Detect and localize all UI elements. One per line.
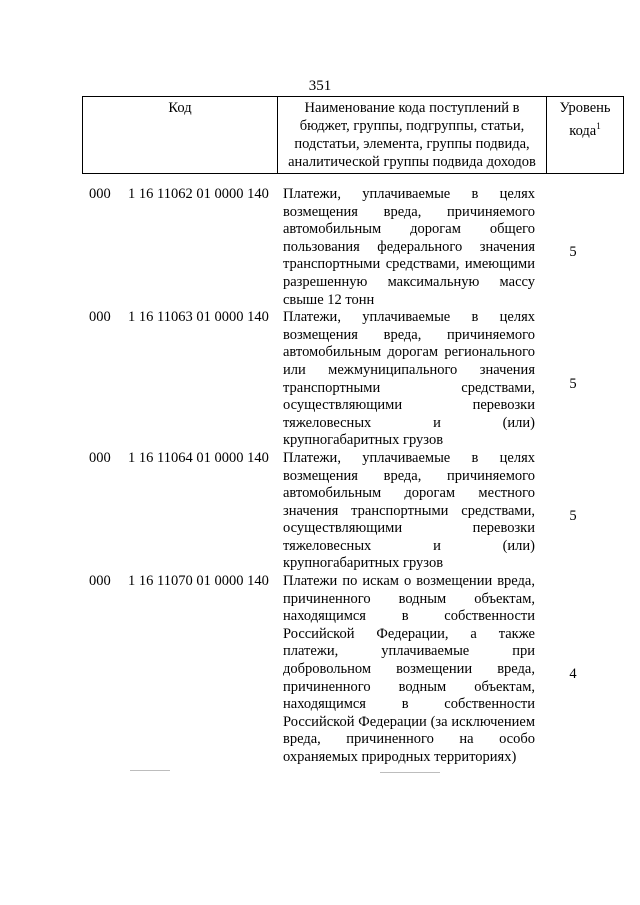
income-name-line: Платежи, уплачиваемые в целях — [283, 186, 535, 202]
income-name — [283, 186, 535, 309]
income-name — [283, 573, 535, 767]
income-name-line: находящимся в собственности — [283, 608, 535, 625]
income-name-line: тяжеловесных и (или) — [283, 537, 535, 554]
income-name-line: осуществляющими перевозки — [283, 397, 535, 414]
scan-artifact — [130, 770, 170, 771]
income-name-line: возмещения вреда, причиняемого — [283, 203, 535, 220]
income-name-line: тяжеловесных и (или) — [283, 414, 535, 431]
code-level: 5 — [569, 375, 577, 392]
income-name-line: свыше 12 тонн — [283, 291, 375, 308]
income-name-line: Платежи, уплачиваемые в целях — [283, 309, 535, 326]
table-header — [82, 96, 624, 174]
admin-code: 000 — [89, 573, 111, 590]
admin-code: 000 — [89, 186, 111, 202]
income-name-line: находящимся в собственности — [283, 696, 535, 713]
income-name-line: Платежи, уплачиваемые в целях — [283, 449, 535, 466]
header-code — [83, 97, 278, 174]
footnote-marker: 1 — [596, 121, 601, 131]
income-name-line: вреда, причиненного на особо — [283, 731, 535, 748]
income-name-line: автомобильным дорогам местного — [283, 485, 535, 502]
table-row — [0, 573, 640, 767]
income-name-line: разрешенную максимальную массу — [283, 273, 535, 290]
income-name-line: Российской Федерации, а также — [283, 625, 535, 642]
header-name — [278, 97, 547, 174]
table-body — [0, 186, 640, 767]
income-name-line: пользования федерального значения — [283, 238, 535, 255]
table-row — [0, 186, 640, 309]
income-name-line: Российской Федерации (за исключением — [283, 713, 535, 730]
income-name-line: причиненного водным объектам, — [283, 590, 535, 607]
table-row — [0, 450, 640, 573]
income-name-line: транспортными средствами, — [283, 379, 535, 396]
income-name-line: значения транспортными средствами, — [283, 502, 535, 519]
header-level — [547, 97, 624, 174]
income-name-line: транспортными средствами, имеющими — [283, 256, 535, 273]
scan-artifact — [380, 772, 440, 773]
header-level-label: Уровень кода — [559, 100, 611, 139]
code-level: 5 — [569, 243, 577, 260]
income-name-line: крупногабаритных грузов — [283, 432, 444, 449]
income-name — [283, 450, 535, 573]
income-name-line: охраняемых природных территориях) — [283, 749, 517, 765]
income-name-line: возмещения вреда, причиняемого — [283, 326, 535, 343]
budget-code: 1 16 11063 01 0000 140 — [128, 309, 269, 326]
code-level: 5 — [569, 507, 577, 524]
code-level: 4 — [569, 666, 577, 683]
income-name-line: причиненного водным объектам, — [283, 678, 535, 695]
budget-code: 1 16 11070 01 0000 140 — [128, 573, 269, 590]
budget-code: 1 16 11064 01 0000 140 — [128, 449, 269, 466]
admin-code: 000 — [89, 309, 111, 326]
admin-code: 000 — [89, 449, 111, 466]
income-name-line: Платежи по искам о возмещении вреда, — [283, 573, 535, 590]
income-name-line: автомобильным дорогам общего — [283, 221, 535, 238]
income-name-line: автомобильным дорогам регионального — [283, 344, 535, 361]
income-name-line: осуществляющими перевозки — [283, 520, 535, 537]
income-name-line: добровольном возмещении вреда, — [283, 661, 535, 678]
budget-code: 1 16 11062 01 0000 140 — [128, 186, 269, 202]
table-row — [0, 309, 640, 450]
income-name — [283, 309, 535, 450]
page-number: 351 — [308, 78, 332, 94]
income-name-line: или межмуниципального значения — [283, 361, 535, 378]
income-name-line: платежи, уплачиваемые при — [283, 643, 535, 660]
income-name-line: возмещения вреда, причиняемого — [283, 467, 535, 484]
header-code-label: Код — [168, 100, 192, 116]
header-name-label: Наименование кода поступлений в бюджет, группы, подгруппы, статьи, подстатьи, элемента, группы подвида, аналитической группы подвида доходов — [288, 100, 536, 170]
income-name-line: крупногабаритных грузов — [283, 555, 444, 572]
